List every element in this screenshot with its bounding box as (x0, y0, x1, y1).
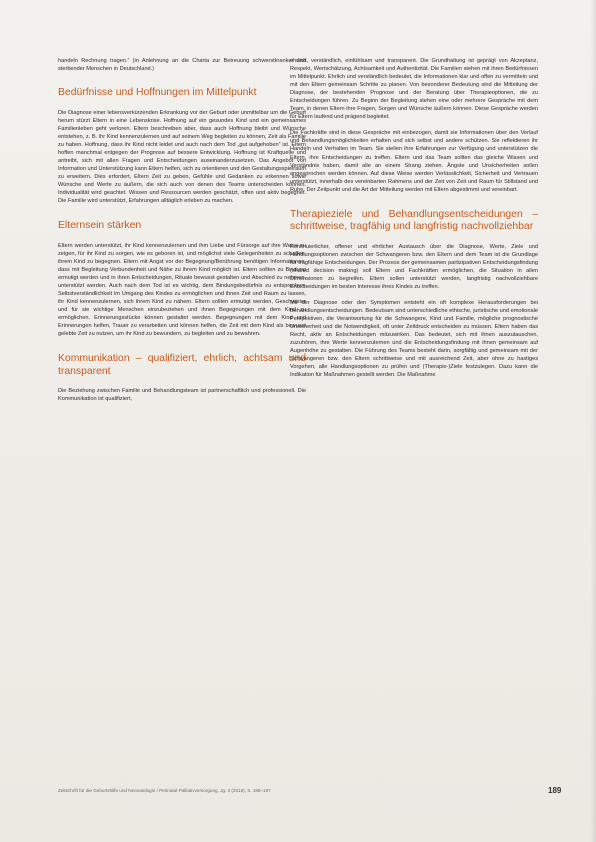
intro-paragraph: handeln Rechnung tragen.“ (in Anlehnung an die Charta zur Betreuung schwerstkranker und sterbender Menschen in Deutschland.) (58, 58, 306, 73)
heading-beduerfnisse: Bedürfnisse und Hoffnungen im Mittelpunkt (58, 87, 257, 99)
page-edge-shadow (590, 0, 596, 842)
paragraph-therapieziele: Kontinuierlicher, offener und ehrlicher Austausch über die Diagnose, Werte, Ziele und Handlungsoptionen zwischen der Schwangeren bzw. den Eltern und dem Team ist die Grundlage für tragfähige Entscheidungen. Der Prozess der gemeinsamen partizipativen Entscheidungsfindung (shared decision making) soll Eltern und Fachkräften ermöglichen, die Situation in allen Dimensionen zu begreifen. Eltern sollen unterstützt werden, langfristig nachvollziehbare Entscheidungen im besten Interesse ihres Kindes zu treffen. (290, 243, 538, 290)
footer-citation: Zeitschrift für die Geburtshilfe und Neonatologie / Perinatal-Palliativversorgung, Jg. 3 (2018), S. 188–197 (58, 788, 271, 793)
paragraph-kommunikation-cont: ehrlich, verständlich, einfühlsam und transparent. Die Grundhaltung ist geprägt von Akzeptanz, Respekt, Wertschätzung, Achtsamkeit und Authentizität. Die Familien stehen mit ihren Bedürfnissen im Mittelpunkt. Ehrlich und verständlich bedeutet, die Informationen klar und offen zu vermitteln und mit den Eltern gemeinsam Schritte zu planen. Von besonderer Bedeutung sind die Mitteilung der Diagnose, der bestehenden Prognose und der Beratung über Therapieoptionen, die zu Entscheidungen führen. Zu Beginn der Begleitung stehen eine oder mehrere Gespräche mit dem Team, in denen Eltern ihre Fragen, Sorgen und Wünsche äußern können. Diese Gespräche werden für Eltern laufend und prägend begleitet. (290, 58, 538, 121)
paragraph-kommunikation: Die Beziehung zwischen Familie und Behandlungsteam ist partnerschaftlich und professionell. Die Kommunikation ist qualifiziert, (58, 388, 306, 403)
paragraph-elternsein: Eltern werden unterstützt, ihr Kind kennenzulernen und ihm Liebe und Fürsorge auf ihre Weise zu zeigen, für ihr Kind zu sorgen, wie es geboren ist, und möglichst viele Gelegenheiten zu schaffen, ihrem Kind zu begegnen. Eltern mit Angst vor der Begegnung/Berührung benötigen Informationen, dass mit Begleitung Verbundenheit und Nähe zu ihrem Kind möglich ist. Eltern sollten zu Bindung ermutigt werden und in ihren Entscheidungen, Rituale bewusst gestalten und Abschied zu nehmen, unterstützt werden. Auch nach dem Tod ist es wichtig, dem Bindungsbedürfnis zu entsprechen, Selbstverständlichkeit im Umgang des Kindes zu ermöglichen und ihnen Zeit und Raum zu lassen, ihr Kind kennenzulernen, sich ihrem Kind zu nähern. Eltern sollten ermutigt werden, Geschwister und für sie wichtige Menschen einzubeziehen und ihnen Begegnungen mit dem Kind zu ermöglichen. Erinnerungsstücke können gestaltet werden. Begegnungen mit dem Kind und Erinnerungen helfen, Trauer zu verarbeiten und können helfen, die Zeit mit dem Kind als bewusst gelebte Zeit zu nutzen, um ihr Kind zu bewundern, zu begleiten und zu bewahren. (58, 242, 306, 338)
right-column (290, 57, 538, 380)
paragraph-beduerfnisse: Die Diagnose einer lebensverkürzenden Erkrankung vor der Geburt oder unmittelbar um die Geburt herum stürzt Eltern in eine Lebenskrise. Hoffnung auf ein gesundes Kind und ein gemeinsames Familienleben geht verloren. Eltern beschreiben aber, dass auch Hoffnung bleibt und Wünsche entstehen, z. B. ihr Kind kennenzulernen und auf seinem Weg begleiten zu können, Zeit als Familie zu haben. Hoffnung, dass ihr Kind nicht leidet und auch nach dem Tod „gut aufgehoben“ ist. Eltern hoffen manchmal entgegen der Prognose auf bessere Entwicklung. Hoffnung ist Kraftquelle und antreibt, sich mit allen Fragen und Entscheidungen auseinanderzusetzen. Das Angebot von Information und Unterstützung kann Eltern helfen, sich zu orientieren und den Gestaltungsspielraum zu erweitern. Dies erfordert, Eltern Zeit zu geben, Gefühle und Gedanken zu erkennen sowie Wünsche und Werte zu äußern, die sich auch von denen des Teams unterscheiden können. Individualität wird geachtet. Wissen und Ressourcen werden geschätzt, offen und aktiv begegnet. Die Familie wird unterstützt, Erfahrungen alltäglich erleben zu machen. (58, 109, 306, 205)
heading-elternsein: Elternsein stärken (58, 220, 142, 232)
heading-kommunikation: Kommunikation – qualifiziert, ehrlich, achtsam und transparent (58, 353, 306, 377)
left-column (58, 57, 306, 403)
heading-therapieziele: Therapieziele und Behandlungsentscheidungen – schrittweise, tragfähig und langfristig nachvollziehbar (290, 208, 538, 233)
page-number: 189 (548, 786, 562, 795)
paragraph-diagnose: Mit der Diagnose oder den Symptomen entsteht ein oft komplexe Herausforderungen bei Behandlungsentscheidungen. Bedeutsam sind unterschiedliche ethische, juristische und emotionale Perspektiven, die Verantwortung für die Schwangere, Kind und Familie, mögliche prognostische Unsicherheit und die Notwendigkeit, oft unter Zeitdruck entscheiden zu müssen. Eltern haben das Recht, aktiv an Entscheidungen mitzuwirken. Das bedeutet, sich mit ihnen auszutauschen, zuzuhören, ihre Werte kennenzulernen und die Entscheidungsfindung mit ihnen gemeinsam auf Augenhöhe zu gestalten. Die Führung des Teams besteht darin, sorgfältig und gemeinsam mit der Schwangeren bzw. den Eltern schrittweise und mit ausreichend Zeit, aber ohne zu hastiges Vorgehen, alle Handlungsoptionen zu prüfen und (Therapie-)Ziele festzulegen. Dazu kann die Indikation für Maßnahmen gestellt werden. Die Maßnahme (290, 300, 538, 379)
paragraph-fachkraefte: Die Fachkräfte sind in diese Gespräche mit einbezogen, damit sie Informationen über den Verlauf und Behandlungsmöglichkeiten erhalten und sich selbst und andere schützen. Sie reflektieren ihr Handeln und Verhalten im Team. Sie stellen ihre Erfahrungen zur Verfügung und unterstützen die Eltern, ihre Entscheidungen zu treffen. Eltern und das Team sollten das gleiche Wissen und Verständnis haben, damit alle an einem Strang ziehen. Ängste und Unsicherheiten sollen angesprochen werden können. Auf diese Weise werden Verlässlichkeit, Sicherheit und Vertrauen unterstützt, innerhalb des vereinbarten Rahmens und der Zeit von Zeit und Raum für Stillstand und Ruhe. Der Zeitpunkt und die Art der Mitteilung werden mit Eltern abgestimmt und vereinbart. (290, 130, 538, 193)
